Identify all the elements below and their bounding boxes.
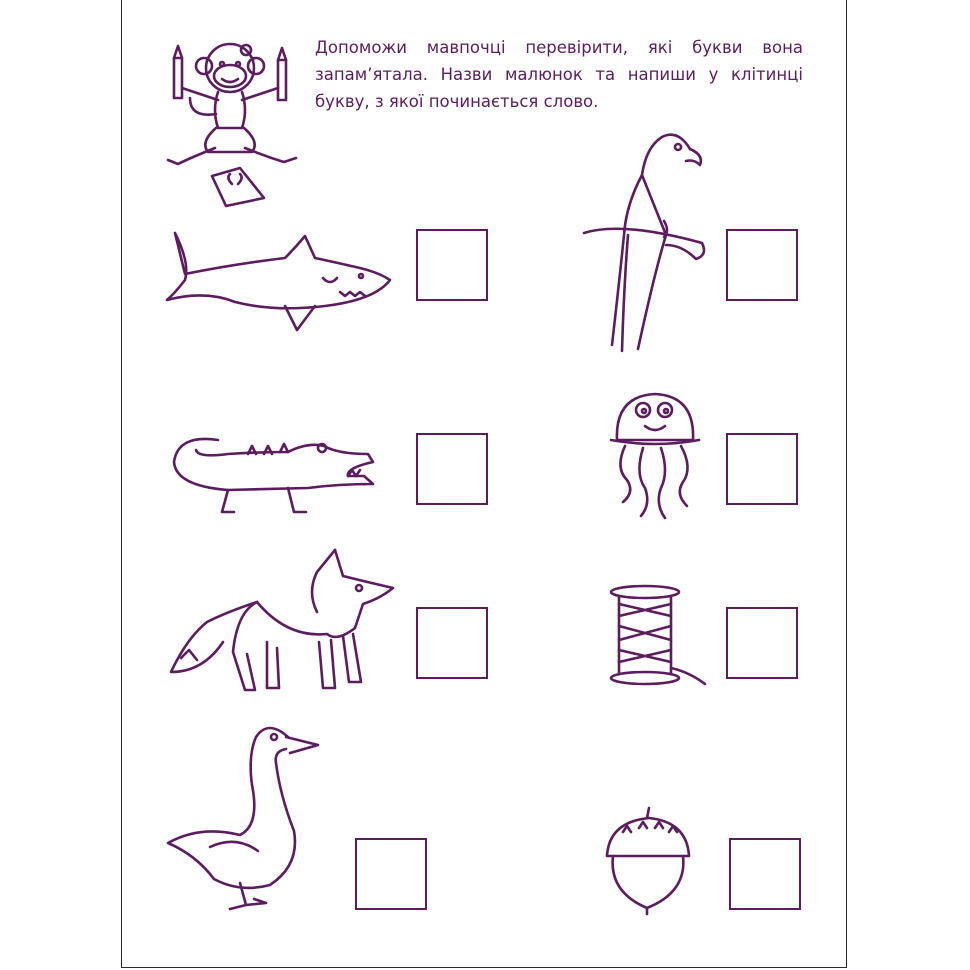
answer-box-acorn[interactable] [729,838,801,910]
answer-box-goose[interactable] [355,838,427,910]
jellyfish-illustration [605,388,705,523]
fox-illustration [167,542,397,697]
spool-illustration [605,582,710,692]
parrot-illustration [582,125,712,355]
answer-box-jellyfish[interactable] [726,433,798,505]
answer-box-shark[interactable] [416,229,488,301]
goose-illustration [160,715,325,915]
answer-box-crocodile[interactable] [416,433,488,505]
monkey-illustration [160,38,310,213]
crocodile-illustration [168,432,383,522]
answer-box-fox[interactable] [416,607,488,679]
instruction-text: Допоможи мавпочці перевірити, які букви вона запам’ятала. Назви малюнок та напиши у клітинці букву, з якої починається слово. [315,38,803,111]
answer-box-spool[interactable] [726,607,798,679]
shark-illustration [165,228,395,338]
answer-box-parrot[interactable] [726,229,798,301]
acorn-illustration [603,804,693,916]
